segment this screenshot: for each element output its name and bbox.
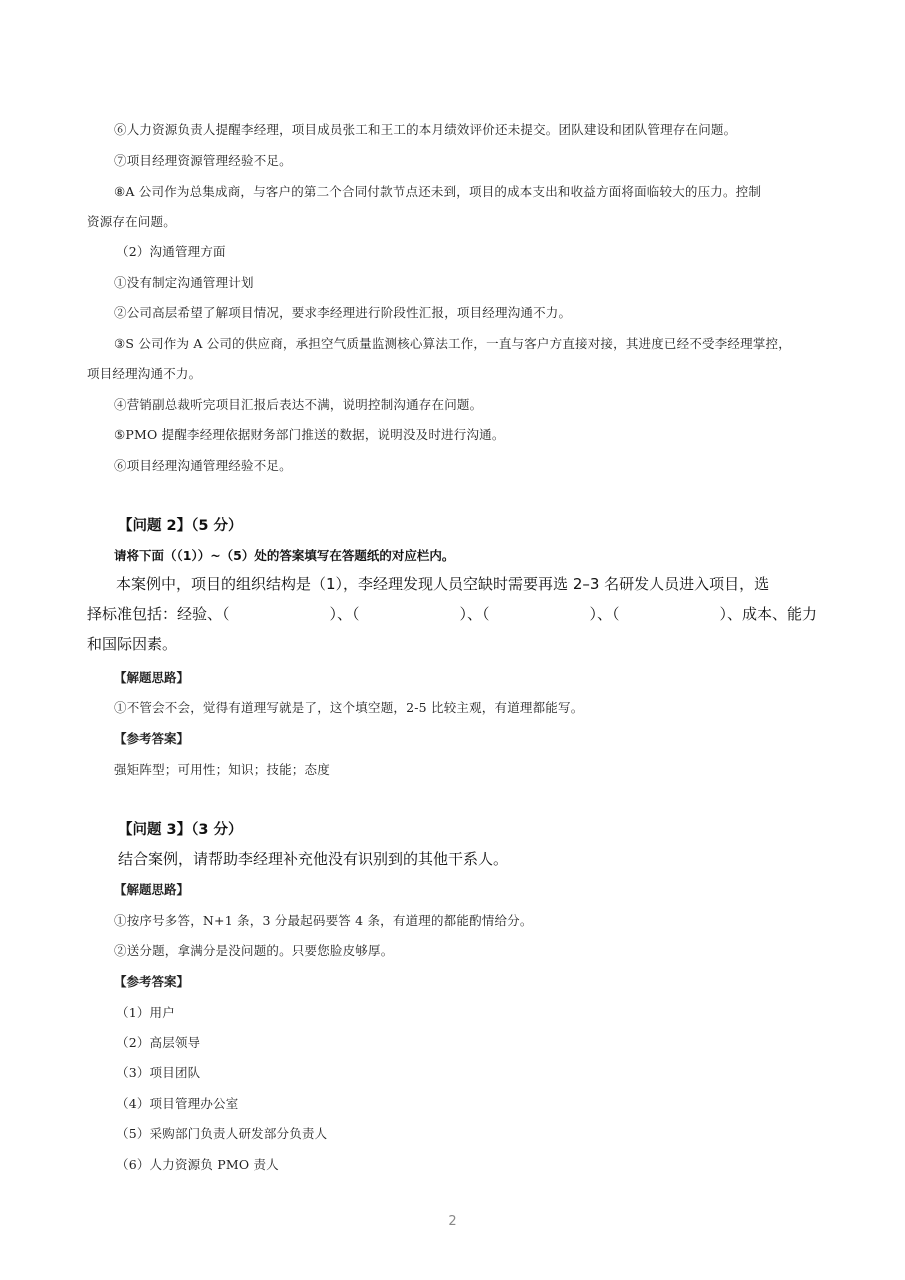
question-2-line-1: 本案例中，项目的组织结构是（1），李经理发现人员空缺时需要再选 2–3 名研发人员进入项目，选	[116, 575, 770, 593]
resource-issue-7: ⑦项目经理资源管理经验不足。	[114, 153, 292, 168]
blank-segment-4: ）、（	[589, 605, 620, 623]
communication-heading: （2）沟通管理方面	[116, 244, 226, 259]
question-2-title: 【问题 2】（5 分）	[118, 518, 243, 534]
question-2-idea-label: 【解题思路】	[114, 670, 190, 685]
blank-segment-1: 择标准包括：经验、（	[87, 605, 230, 623]
communication-issue-6: ⑥项目经理沟通管理经验不足。	[114, 458, 292, 473]
stakeholder-item: （5）采购部门负责人研发部分负责人	[116, 1126, 328, 1141]
stakeholder-item: （6）人力资源负 PMO 责人	[116, 1157, 279, 1172]
communication-issue-4: ④营销副总裁听完项目汇报后表达不满，说明控制沟通存在问题。	[114, 397, 483, 412]
page-number: 2	[448, 1214, 457, 1229]
communication-issue-2: ②公司高层希望了解项目情况，要求李经理进行阶段性汇报，项目经理沟通不力。	[114, 305, 572, 320]
resource-issue-8-cont: 资源存在问题。	[87, 214, 176, 229]
question-2-idea: ①不管会不会，觉得有道理写就是了，这个填空题，2-5 比较主观，有道理都能写。	[114, 700, 584, 715]
stakeholder-item: （4）项目管理办公室	[116, 1096, 239, 1111]
question-3-question: 结合案例，请帮助李经理补充他没有识别到的其他干系人。	[118, 850, 509, 868]
blank-segment-2: ）、（	[329, 605, 360, 623]
communication-issue-3-cont: 项目经理沟通不力。	[87, 366, 202, 381]
stakeholder-item: （1）用户	[116, 1005, 175, 1020]
question-3-title: 【问题 3】（3 分）	[118, 822, 243, 838]
question-3-answer-label: 【参考答案】	[114, 974, 190, 989]
communication-issue-1: ①没有制定沟通管理计划	[114, 275, 254, 290]
communication-issue-3: ③S 公司作为 A 公司的供应商，承担空气质量监测核心算法工作，一直与客户方直接对接，其进度已经不受李经理掌控，	[114, 336, 791, 351]
resource-issue-8: ⑧A 公司作为总集成商，与客户的第二个合同付款节点还未到，项目的成本支出和收益方面将面临较大的压力。控制	[114, 184, 762, 199]
question-3-idea-label: 【解题思路】	[114, 882, 190, 897]
resource-issue-6: ⑥人力资源负责人提醒李经理，项目成员张工和王工的本月绩效评价还未提交。团队建设和团队管理存在问题。	[114, 122, 737, 137]
blank-segment-5: ）、成本、能力	[719, 605, 817, 623]
question-3-idea-2: ②送分题，拿满分是没问题的。只要您脸皮够厚。	[114, 943, 394, 958]
question-2-answer-label: 【参考答案】	[114, 731, 190, 746]
question-3-idea-1: ①按序号多答，N+1 条，3 分最起码要答 4 条，有道理的都能酌情给分。	[114, 913, 533, 928]
question-2-answer: 强矩阵型；可用性；知识；技能；态度	[114, 762, 330, 777]
question-2-line-3: 和国际因素。	[87, 635, 178, 653]
blank-segment-3: ）、（	[459, 605, 490, 623]
stakeholder-item: （2）高层领导	[116, 1035, 201, 1050]
communication-issue-5: ⑤PMO 提醒李经理依据财务部门推送的数据，说明没及时进行沟通。	[114, 427, 505, 442]
stakeholder-item: （3）项目团队	[116, 1065, 201, 1080]
question-2-instruction: 请将下面（（1））~（5）处的答案填写在答题纸的对应栏内。	[114, 548, 455, 563]
question-2-line-2	[87, 603, 817, 624]
